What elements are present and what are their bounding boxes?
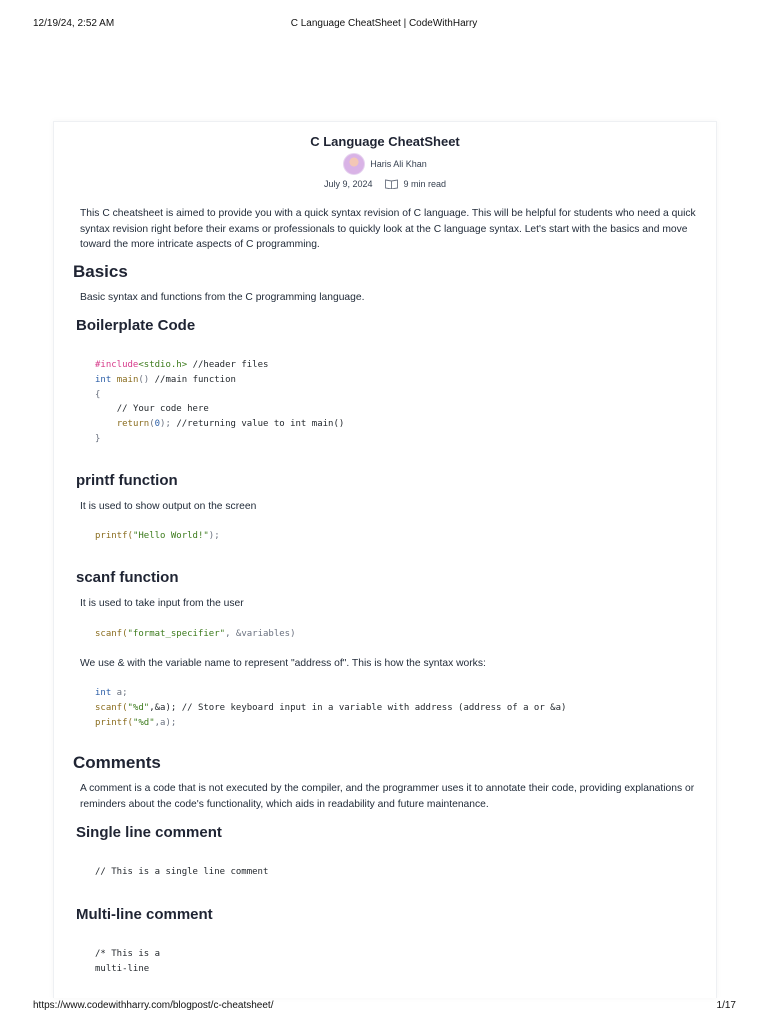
code-token: } xyxy=(95,433,101,444)
code-token: ,a); xyxy=(154,717,177,728)
code-token: { xyxy=(95,389,101,400)
code-token: int xyxy=(95,374,112,385)
print-document-title: C Language CheatSheet | CodeWithHarry xyxy=(290,18,478,29)
code-token: "%d" xyxy=(132,717,155,728)
code-token: a; xyxy=(111,688,128,698)
code-token: "format_specifier" xyxy=(127,629,226,639)
code-comment: //main function xyxy=(154,374,236,385)
code-token: ); xyxy=(208,531,220,541)
print-datetime: 12/19/24, 2:52 AM xyxy=(33,18,115,29)
page-number: 1/17 xyxy=(716,1000,736,1011)
intro-paragraph: This C cheatsheet is aimed to provide you with a quick syntax revision of C language. This will be helpful for students who need a quick syntax revision right before their exams or professionals to quickly look at the C language syntax. Let's start with the basics and move toward the more intricate aspects of C programming. xyxy=(80,208,696,250)
section-heading-basics: Basics xyxy=(73,262,128,281)
code-comment: // Your code here xyxy=(116,404,209,415)
subheading-boilerplate: Boilerplate Code xyxy=(76,317,196,334)
code-token: , &variables) xyxy=(225,629,296,639)
author-name[interactable]: Haris Ali Khan xyxy=(370,159,427,169)
article-title: C Language CheatSheet xyxy=(310,134,460,149)
publish-date: July 9, 2024 xyxy=(323,179,373,189)
code-token: scanf( xyxy=(95,629,128,639)
code-block-printf xyxy=(95,529,695,544)
code-comment: /* This is a xyxy=(95,949,161,959)
code-token: scanf( xyxy=(95,702,128,713)
code-token: <stdio.h> xyxy=(138,360,188,370)
section-heading-comments: Comments xyxy=(73,753,161,772)
subheading-printf: printf function xyxy=(76,472,178,489)
page-url: https://www.codewithharry.com/blogpost/c-cheatsheet/ xyxy=(33,1000,274,1011)
code-block-boilerplate xyxy=(95,358,695,447)
scanf-description: It is used to take input from the user xyxy=(80,598,244,609)
code-token: () xyxy=(138,374,150,385)
code-block-scanf-example xyxy=(95,686,695,730)
code-comment: //header files xyxy=(192,360,269,370)
printf-description: It is used to show output on the screen xyxy=(80,501,257,512)
code-comment: multi-line xyxy=(95,963,150,974)
code-token: "%d" xyxy=(127,702,150,713)
code-token: main xyxy=(116,374,139,385)
code-token: ,&a); // Store keyboard input in a variable with address (address of a or &a) xyxy=(149,702,567,713)
print-footer xyxy=(0,1000,768,1024)
article-meta xyxy=(54,179,716,189)
code-block-single-line xyxy=(95,865,695,880)
code-token: printf( xyxy=(95,531,133,541)
code-token: "Hello World!" xyxy=(132,531,209,541)
code-token: 0 xyxy=(154,419,161,430)
author-avatar[interactable] xyxy=(343,153,365,175)
address-of-note: We use & with the variable name to represent "address of". This is how the syntax works: xyxy=(80,658,486,669)
basics-description: Basic syntax and functions from the C programming language. xyxy=(80,292,365,303)
article-card xyxy=(53,121,717,998)
subheading-single-line-comment: Single line comment xyxy=(76,824,222,841)
code-comment: //returning value to int main() xyxy=(176,419,345,430)
code-token: return xyxy=(116,419,150,430)
read-time: 9 min read xyxy=(403,179,447,189)
code-token: printf( xyxy=(95,717,133,728)
comments-description: A comment is a code that is not executed by the compiler, and the programmer uses it to annotate their code, providing explanations or reminders about the code's functionality, which aids in readability and future maintenance. xyxy=(80,783,695,810)
open-book-icon xyxy=(385,179,398,189)
code-block-scanf xyxy=(95,627,695,642)
print-header xyxy=(0,0,768,46)
code-block-multi-line xyxy=(95,947,695,977)
code-comment: // This is a single line comment xyxy=(95,867,269,877)
subheading-scanf: scanf function xyxy=(76,569,179,586)
code-token: ( xyxy=(149,419,155,430)
subheading-multi-line-comment: Multi-line comment xyxy=(76,906,213,923)
code-token: int xyxy=(95,688,112,698)
code-token: ); xyxy=(160,419,171,430)
code-token: #include xyxy=(95,360,139,370)
author-row xyxy=(54,153,716,175)
